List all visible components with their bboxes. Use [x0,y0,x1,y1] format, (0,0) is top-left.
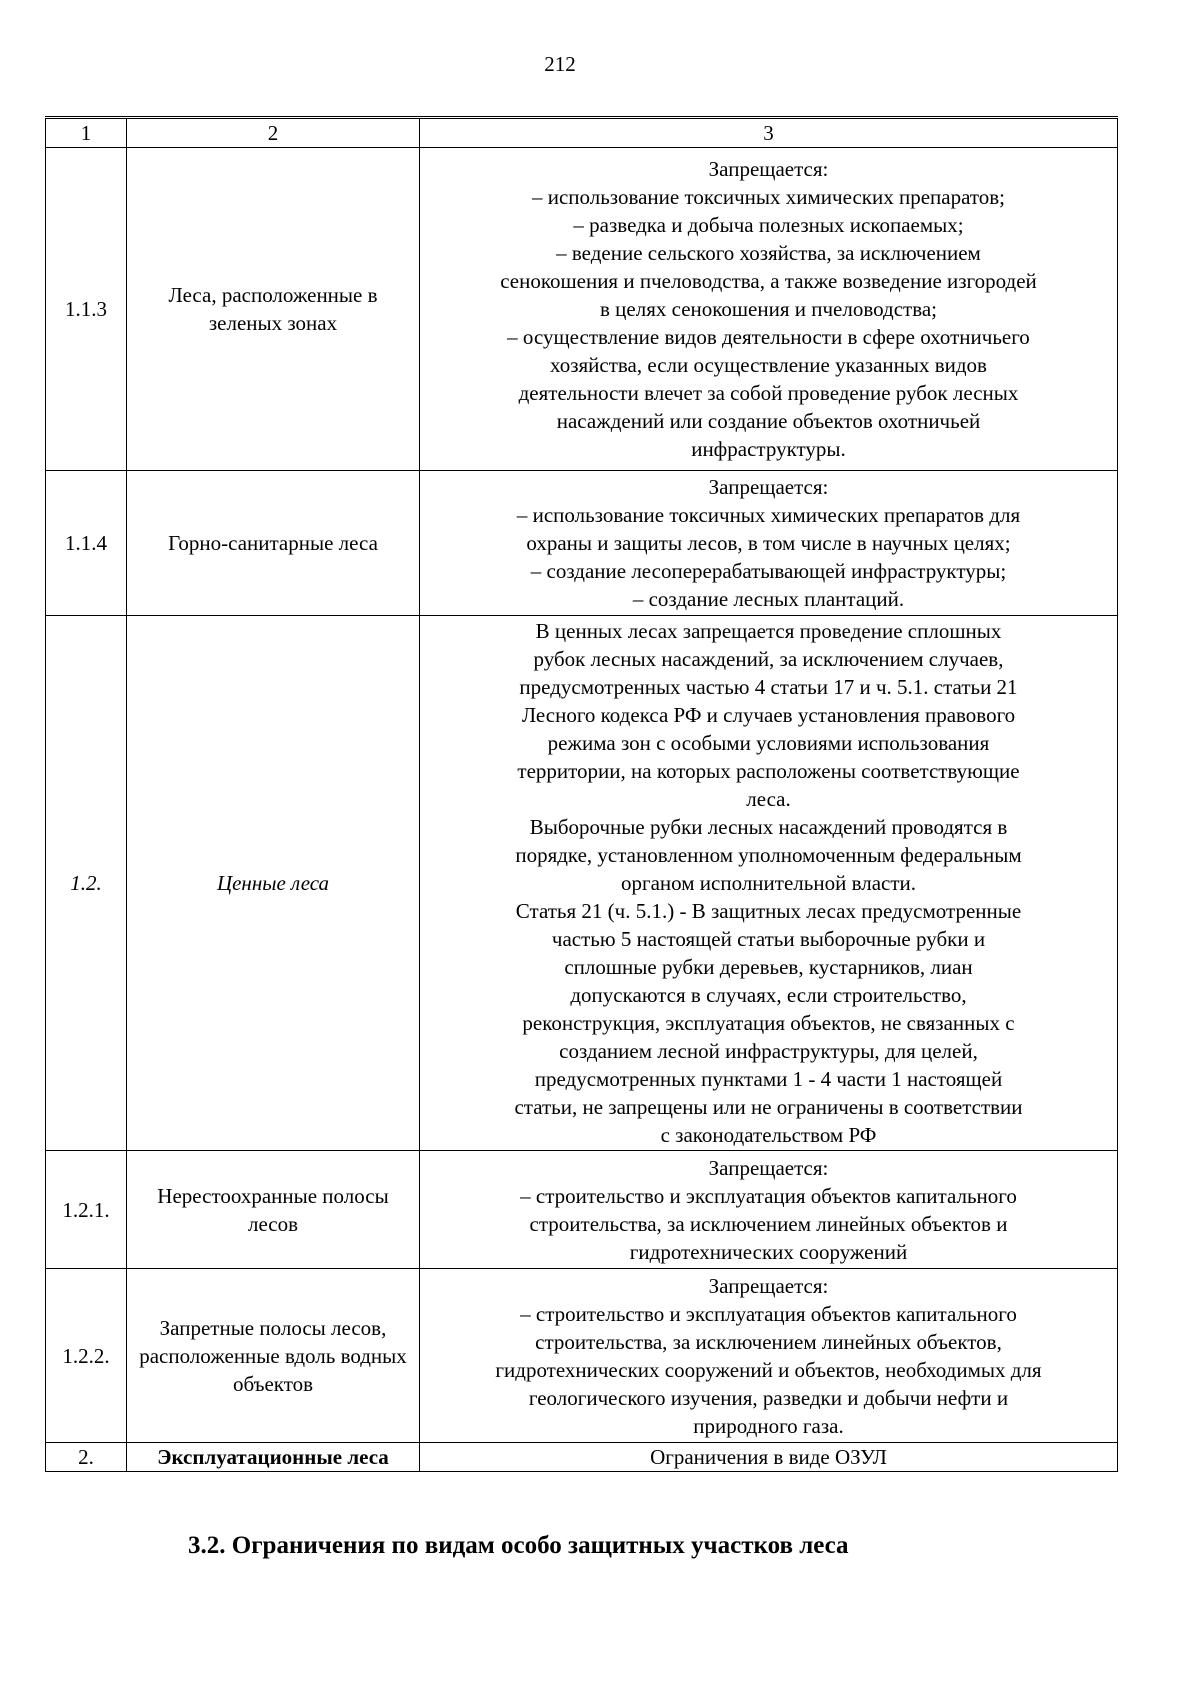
text-line: допускаются в случаях, если строительство, [570,983,967,1007]
text-line: гидротехнических сооружений [629,1239,908,1264]
text-line: гидротехнических сооружений и объектов, необходимых для [495,1357,1042,1382]
text-line: предусмотренных частью 4 статьи 17 и ч. 5.1. статьи 21 [519,675,1018,699]
row-forest-type: Нерестоохранные полосы лесов [127,1151,420,1269]
text-line: – создание лесоперерабатывающей инфраструктуры; [530,559,1007,583]
row-restrictions [420,1269,1118,1443]
header-col-2: 2 [127,118,420,148]
text-line: насаждений или создание объектов охотничьей [556,409,981,433]
row-restrictions [420,471,1118,616]
text-line: – создание лесных плантаций. [632,587,905,611]
text-line: созданием лесной инфраструктуры, для целей, [559,1039,978,1063]
row-forest-type: Горно-санитарные леса [127,471,420,616]
text-line: природного газа. [693,1413,844,1438]
restrictions-table [45,116,1118,1472]
text-line: Выборочные рубки лесных насаждений проводятся в [529,815,1008,839]
table-row [46,1269,1118,1443]
text-line: в целях сенокошения и пчеловодства; [600,297,937,321]
text-line: территории, на которых расположены соответствующие [517,759,1020,783]
table-row [46,148,1118,471]
text-line: – использование токсичных химических препаратов; [531,185,1006,209]
text-line: строительства, за исключением линейных объектов и [529,1211,1008,1236]
table-row [46,471,1118,616]
text-line: частью 5 настоящей статьи выборочные рубки и [551,927,986,951]
text-line: строительства, за исключением линейных объектов, [535,1329,1002,1354]
row-number: 1.1.3 [46,148,127,471]
text-line: сплошные рубки деревьев, кустарников, лиан [564,955,973,979]
table-row [46,1151,1118,1269]
text-line: – строительство и эксплуатация объектов капитального [520,1301,1017,1326]
table-row [46,616,1118,1151]
header-col-1: 1 [46,118,127,148]
row-number: 1.2. [46,616,127,1151]
text-line: хозяйства, если осуществление указанных видов [550,353,987,377]
row-number: 1.2.1. [46,1151,127,1269]
row-forest-type: Эксплуатационные леса [127,1443,420,1472]
header-col-3: 3 [420,118,1118,148]
row-restrictions: Ограничения в виде ОЗУЛ [420,1443,1118,1472]
section-heading: 3.2. Ограничения по видам особо защитных участков леса [188,1532,849,1559]
text-line: порядке, установленном уполномоченным федеральным [515,843,1022,867]
row-forest-type: Запретные полосы лесов, расположенные вдоль водных объектов [127,1269,420,1443]
text-line: Запрещается: [708,475,829,499]
text-line: органом исполнительной власти. [621,871,916,895]
text-line: геологического изучения, разведки и добычи нефти и [528,1385,1009,1410]
text-line: реконструкция, эксплуатация объектов, не связанных с [522,1011,1015,1035]
text-line: сенокошения и пчеловодства, а также возведение изгородей [500,269,1037,293]
row-number: 2. [46,1443,127,1472]
text-line: с законодательством РФ [660,1123,877,1147]
table-row [46,1443,1118,1472]
row-forest-type: Ценные леса [127,616,420,1151]
text-line: Запрещается: [708,157,829,181]
text-line: Запрещается: [708,1273,829,1298]
text-line: инфраструктуры. [691,437,846,461]
text-line: режима зон с особыми условиями использования [547,731,990,755]
text-line: деятельности влечет за собой проведение рубок лесных [518,381,1019,405]
text-line: – осуществление видов деятельности в сфере охотничьего [507,325,1030,349]
row-number: 1.2.2. [46,1269,127,1443]
text-line: – разведка и добыча полезных ископаемых; [573,213,964,237]
text-line: Лесного кодекса РФ и случаев установления правового [521,703,1016,727]
row-restrictions [420,616,1118,1151]
text-line: предусмотренных пунктами 1 - 4 части 1 настоящей [534,1067,1003,1091]
table-header-row [46,118,1118,148]
text-line: леса. [746,787,791,811]
text-line: Статья 21 (ч. 5.1.) - В защитных лесах предусмотренные [515,899,1022,923]
row-restrictions [420,1151,1118,1269]
text-line: – строительство и эксплуатация объектов капитального [520,1183,1017,1208]
text-line: охраны и защиты лесов, в том числе в научных целях; [526,531,1011,555]
row-forest-type: Леса, расположенные в зеленых зонах [127,148,420,471]
text-line: статьи, не запрещены или не ограничены в соответствии [514,1095,1023,1119]
text-line: В ценных лесах запрещается проведение сплошных [535,619,1002,643]
row-number: 1.1.4 [46,471,127,616]
text-line: – ведение сельского хозяйства, за исключением [556,241,981,265]
page-number: 212 [544,52,576,76]
text-line: рубок лесных насаждений, за исключением случаев, [533,647,1004,671]
text-line: – использование токсичных химических препаратов для [516,503,1021,527]
row-restrictions [420,148,1118,471]
text-line: Запрещается: [708,1155,829,1180]
